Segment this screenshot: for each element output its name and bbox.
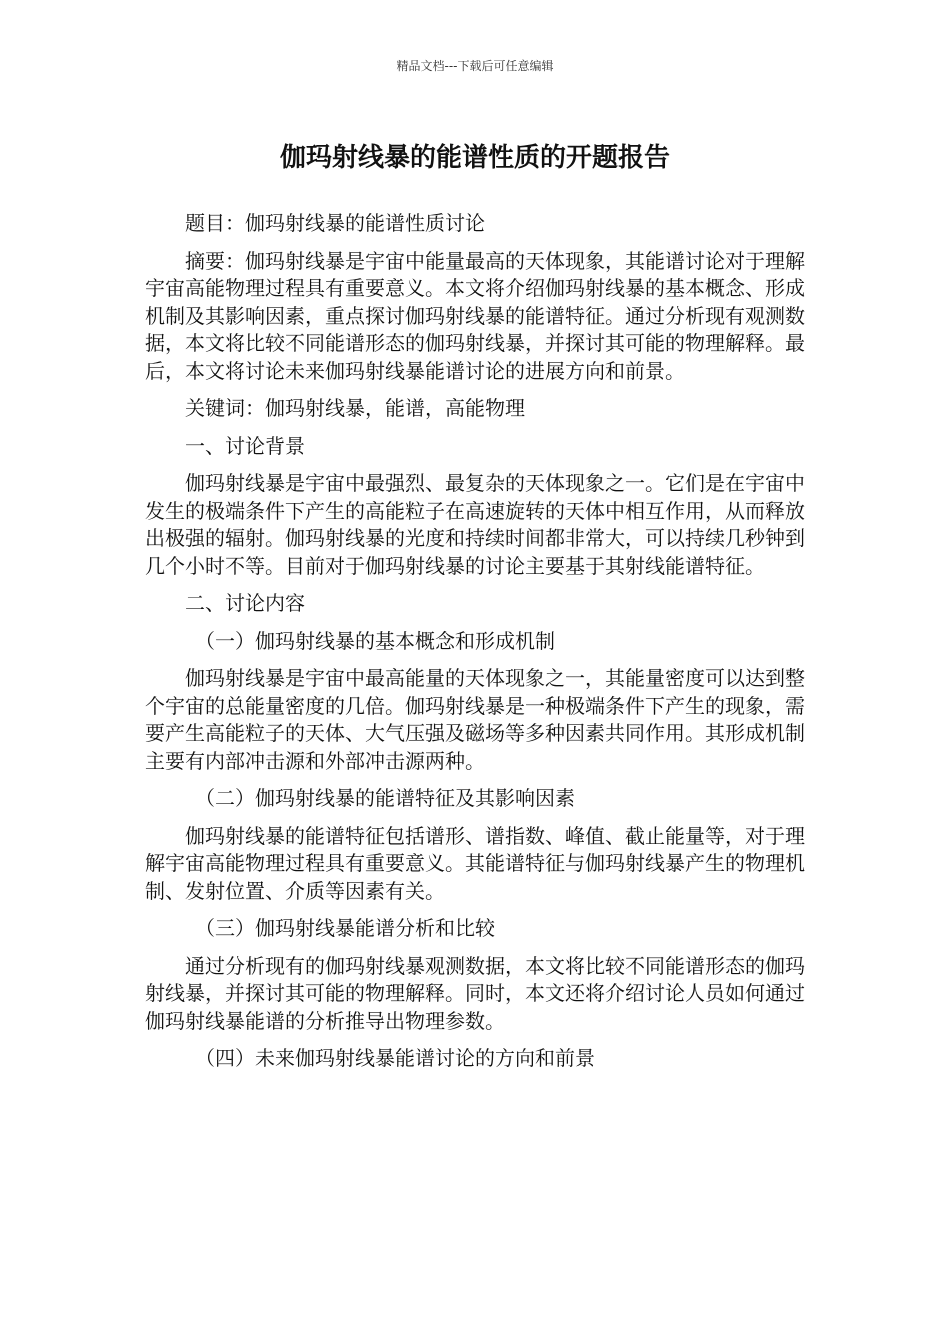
subsection-heading-4: （四）未来伽玛射线暴能谱讨论的方向和前景: [195, 1046, 595, 1070]
subsection-paragraph-3: 通过分析现有的伽玛射线暴观测数据，本文将比较不同能谱形态的伽玛射线暴，并探讨其可能的物理解释。同时，本文还将介绍讨论人员如何通过伽玛射线暴能谱的分析推导出物理参数。: [145, 953, 805, 1033]
section-heading-content: 二、讨论内容: [185, 591, 305, 615]
document-title: 伽玛射线暴的能谱性质的开题报告: [279, 143, 670, 173]
abstract-paragraph: 摘要：伽玛射线暴是宇宙中能量最高的天体现象，其能谱讨论对于理解宇宙高能物理过程具有重要意义。本文将介绍伽玛射线暴的基本概念、形成机制及其影响因素，重点探讨伽玛射线暴的能谱特征。通过分析现有观测数据，本文将比较不同能谱形态的伽玛射线暴，并探讨其可能的物理解释。最后，本文将讨论未来伽玛射线暴能谱讨论的进展方向和前景。: [145, 248, 805, 383]
topic-line: 题目：伽玛射线暴的能谱性质讨论: [185, 211, 485, 235]
subsection-heading-3: （三）伽玛射线暴能谱分析和比较: [195, 916, 495, 940]
section-heading-background: 一、讨论背景: [185, 433, 305, 458]
subsection-heading-1: （一）伽玛射线暴的基本概念和形成机制: [195, 628, 555, 653]
keywords-line: 关键词：伽玛射线暴，能谱，高能物理: [185, 396, 525, 420]
background-paragraph: 伽玛射线暴是宇宙中最强烈、最复杂的天体现象之一。它们是在宇宙中发生的极端条件下产生的高能粒子在高速旋转的天体中相互作用，从而释放出极强的辐射。伽玛射线暴的光度和持续时间都非常大，可以持续几秒钟到几个小时不等。目前对于伽玛射线暴的讨论主要基于其射线能谱特征。: [145, 471, 805, 578]
subsection-paragraph-2: 伽玛射线暴的能谱特征包括谱形、谱指数、峰值、截止能量等，对于理解宇宙高能物理过程具有重要意义。其能谱特征与伽玛射线暴产生的物理机制、发射位置、介质等因素有关。: [145, 823, 805, 903]
document-body: [145, 210, 805, 1083]
header-note: 精品文档---下载后可任意编辑: [396, 59, 554, 73]
subsection-heading-2: （二）伽玛射线暴的能谱特征及其影响因素: [195, 786, 575, 810]
subsection-paragraph-1: 伽玛射线暴是宇宙中最高能量的天体现象之一，其能量密度可以达到整个宇宙的总能量密度的几倍。伽玛射线暴是一种极端条件下产生的现象，需要产生高能粒子的天体、大气压强及磁场等多种因素共同作用。其形成机制主要有内部冲击源和外部冲击源两种。: [145, 666, 805, 773]
